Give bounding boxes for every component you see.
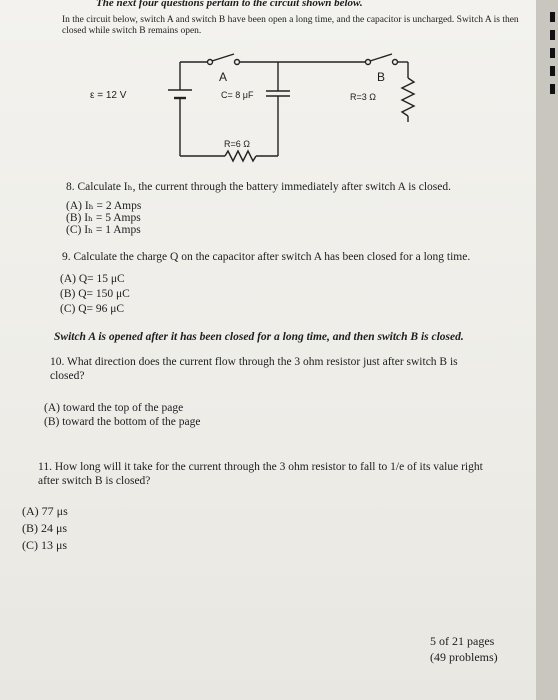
question-10 <box>50 355 490 383</box>
next-page-edge <box>536 0 558 700</box>
edge-mark <box>550 84 555 94</box>
question-10-number: 10. <box>50 356 65 368</box>
edge-mark <box>550 66 555 76</box>
question-10-text: What direction does the current flow through the 3 ohm resistor just after switch B is closed? <box>50 356 458 382</box>
edge-mark <box>550 48 555 58</box>
problem-count: (49 problems) <box>430 650 498 664</box>
question-8-option-c: (C) Iₕ = 1 Amps <box>66 224 141 236</box>
question-11-text: How long will it take for the current through the 3 ohm resistor to fall to 1/e of its value right after switch B is closed? <box>38 461 483 487</box>
resistor-6-ohm-label: R=6 Ω <box>224 139 250 149</box>
question-9-option-b: (B) Q= 150 μC <box>60 288 130 300</box>
capacitor-label: C= 8 μF <box>221 90 254 100</box>
edge-mark <box>550 12 555 22</box>
question-9-option-c: (C) Q= 96 μC <box>60 303 125 315</box>
switch-a-contact-left <box>208 60 213 65</box>
switch-b-contact-left <box>366 60 371 65</box>
switch-a-contact-right <box>235 60 240 65</box>
question-10-option-b: (B) toward the bottom of the page <box>44 416 201 428</box>
question-8-option-a: (A) Iₕ = 2 Amps <box>66 200 142 212</box>
question-9 <box>62 250 532 264</box>
question-11-option-a: (A) 77 μs <box>22 504 68 518</box>
resistor-3-ohm-symbol <box>402 78 414 116</box>
switch-b-label: B <box>376 70 386 84</box>
question-9-number: 9. <box>62 251 71 263</box>
question-10-option-a: (A) toward the top of the page <box>44 402 184 414</box>
question-11-option-c: (C) 13 μs <box>22 538 68 552</box>
question-8-number: 8. <box>66 181 75 193</box>
question-8-option-b: (B) Iₕ = 5 Amps <box>66 212 141 224</box>
switch-b-blade <box>370 54 392 61</box>
switch-a-label: A <box>218 70 228 84</box>
question-9-text: Calculate the charge Q on the capacitor after switch A has been closed for a long time. <box>73 251 471 263</box>
question-8 <box>66 180 526 194</box>
intro-text: In the circuit below, switch A and switch B have been open a long time, and the capacitor is uncharged. Switch A is then closed while switch B remains open. <box>62 15 519 36</box>
switch-a-blade <box>212 54 234 61</box>
switch-b-contact-right <box>393 60 398 65</box>
circuit-diagram <box>90 48 430 178</box>
page-count: 5 of 21 pages <box>430 634 495 648</box>
emf-label: ε = 12 V <box>90 90 127 101</box>
question-11 <box>38 460 488 488</box>
switch-a-opened-statement: Switch A is opened after it has been closed for a long time, and then switch B is closed. <box>54 331 464 343</box>
resistor-6-ohm-symbol <box>225 151 256 161</box>
question-9-option-a: (A) Q= 15 μC <box>60 273 125 285</box>
intro-heading: The next four questions pertain to the circuit shown below. <box>96 0 363 9</box>
question-8-text: Calculate Iₕ, the current through the battery immediately after switch A is closed. <box>77 181 451 193</box>
resistor-3-ohm-label: R=3 Ω <box>350 92 376 102</box>
question-11-option-b: (B) 24 μs <box>22 521 68 535</box>
edge-mark <box>550 30 555 40</box>
question-11-number: 11. <box>38 461 52 473</box>
